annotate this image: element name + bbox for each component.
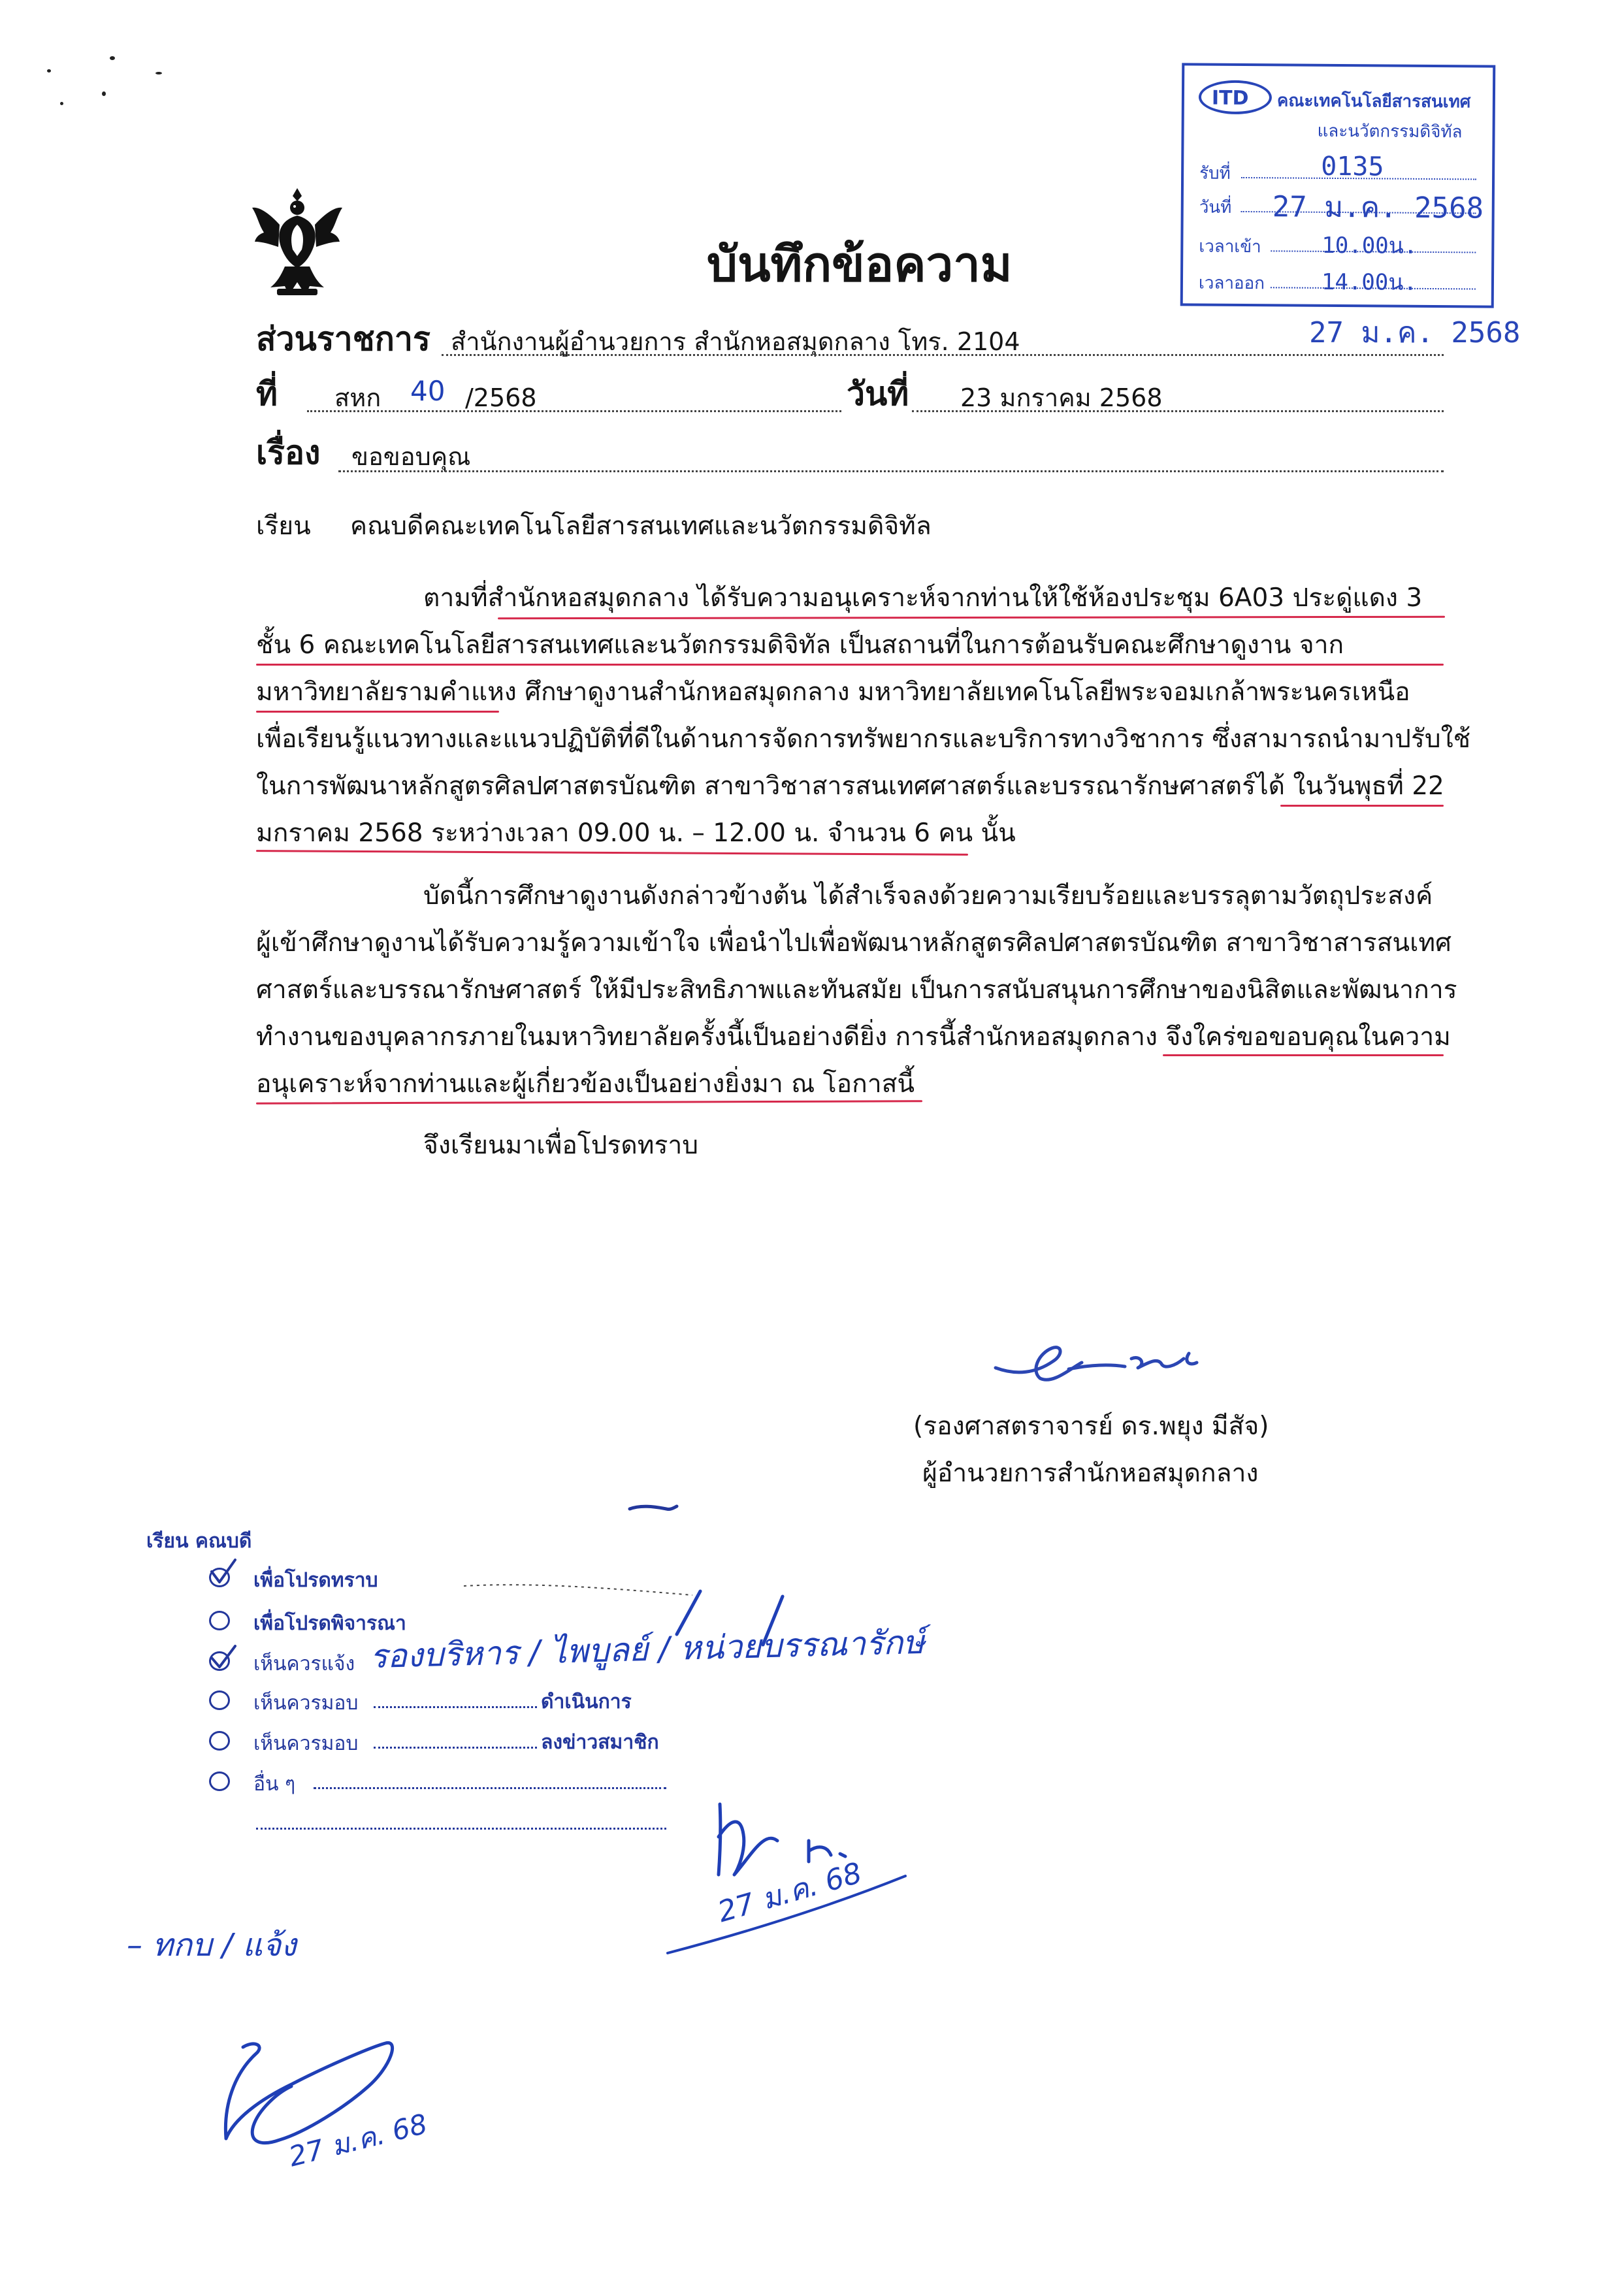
stamp-time-in-label: เวลาเข้า xyxy=(1199,236,1261,257)
garuda-emblem-icon xyxy=(251,184,344,299)
paragraph1-line: ตามที่สำนักหอสมุดกลาง ได้รับความอนุเคราะห์จากท่านให้ใช้ห้องประชุม 6A03 ประดู่แดง 3 xyxy=(423,583,1423,613)
highlight-underline xyxy=(1280,805,1444,807)
stamp-time-in: 10.00น. xyxy=(1322,232,1418,259)
received-stamp xyxy=(1180,63,1496,308)
salutation-value: คณบดีคณะเทคโนโลยีสารสนเทศและนวัตกรรมดิจิทัล xyxy=(350,511,932,541)
date-label: วันที่ xyxy=(847,375,909,413)
closing-line: จึงเรียนมาเพื่อโปรดทราบ xyxy=(423,1131,699,1160)
date-value: 23 มกราคม 2568 xyxy=(960,383,1163,412)
stamp-date-label: วันที่ xyxy=(1199,197,1232,218)
handwritten-strokes xyxy=(457,1569,875,1660)
highlight-underline xyxy=(256,850,968,856)
stamp-received-no: 0135 xyxy=(1321,151,1384,182)
stamp-org-line2: และนวัตกรรมดิจิทัล xyxy=(1317,121,1463,142)
option-radio[interactable] xyxy=(209,1690,230,1710)
number-label: ที่ xyxy=(256,375,278,413)
paragraph1-line: ในการพัฒนาหลักสูตรศิลปศาสตรบัณฑิต สาขาวิชาสารสนเทศศาสตร์และบรรณารักษศาสตร์ได้ ในวันพุธที่ 22 xyxy=(256,771,1444,801)
scan-speck xyxy=(110,56,115,60)
date-stamp: 27 ม.ค. 2568 xyxy=(1309,316,1521,349)
date-underline xyxy=(664,1868,912,1966)
paragraph2-line: อนุเคราะห์จากท่านและผู้เกี่ยวข้องเป็นอย่างยิ่งมา ณ โอกาสนี้ xyxy=(256,1069,915,1099)
handwritten-date-2: 27 ม.ค. 68 xyxy=(285,2107,430,2173)
director-signature xyxy=(990,1330,1212,1395)
signatory-name: (รองศาสตราจารย์ ดร.พยุง มีสัจ) xyxy=(913,1412,1269,1441)
subject-label: เรื่อง xyxy=(256,434,321,472)
paragraph1-line: ชั้น 6 คณะเทคโนโลยีสารสนเทศและนวัตกรรมดิจิทัล เป็นสถานที่ในการต้อนรับคณะศึกษาดูงาน จาก xyxy=(256,630,1344,660)
option-radio[interactable] xyxy=(209,1771,230,1791)
option-label: เพื่อโปรดพิจารณา xyxy=(253,1612,406,1635)
paragraph1-line: มหาวิทยาลัยรามคำแหง ศึกษาดูงานสำนักหอสมุดกลาง มหาวิทยาลัยเทคโนโลยีพระจอมเกล้าพระนครเหนือ xyxy=(256,677,1410,707)
scan-speck xyxy=(60,102,63,105)
stamp-date: 27 ม.ค. 2568 xyxy=(1272,190,1484,225)
highlight-underline xyxy=(256,664,1444,666)
scan-speck xyxy=(155,72,162,74)
highlight-underline xyxy=(256,711,499,713)
scan-speck xyxy=(102,91,106,96)
paragraph2-line: ทำงานของบุคลากรภายในมหาวิทยาลัยครั้งนี้เป็นอย่างดียิ่ง การนี้สำนักหอสมุดกลาง จึงใคร่ขอขอบคุณในความ xyxy=(256,1022,1451,1052)
agency-label: ส่วนราชการ xyxy=(256,320,430,358)
option-suffix: ดำเนินการ xyxy=(541,1690,632,1713)
subject-value: ขอขอบคุณ xyxy=(351,442,471,471)
paragraph2-line: ศาสตร์และบรรณารักษศาสตร์ ให้มีประสิทธิภาพและทันสมัย เป็นการสนับสนุนการศึกษาของนิสิตและพัฒนาการ xyxy=(256,975,1457,1005)
highlight-underline xyxy=(256,1100,922,1105)
routing-header: เรียน คณบดี xyxy=(146,1530,252,1553)
handwritten-date-1: 27 ม.ค. 68 xyxy=(714,1856,866,1930)
option-radio[interactable] xyxy=(209,1611,230,1630)
signatory-position: ผู้อำนวยการสำนักหอสมุดกลาง xyxy=(922,1459,1259,1488)
number-prefix: สหก xyxy=(334,383,381,412)
scan-speck xyxy=(47,69,51,73)
stamp-time-out-label: เวลาออก xyxy=(1198,273,1265,294)
stamp-received-no-label: รับที่ xyxy=(1199,163,1231,184)
document-title: บันทึกข้อความ xyxy=(707,236,1013,293)
paragraph1-line: มกราคม 2568 ระหว่างเวลา 09.00 น. – 12.00 น. จำนวน 6 คน นั้น xyxy=(256,818,1016,848)
paragraph1-line: เพื่อเรียนรู้แนวทางและแนวปฏิบัติที่ดีในด้านการจัดการทรัพยากรและบริการทางวิชาการ ซึ่งสามารถนำมาปรับใช้ xyxy=(256,724,1471,754)
salutation-label: เรียน xyxy=(256,511,311,541)
option-label: เห็นควรมอบ xyxy=(253,1732,359,1755)
routing-header-mark xyxy=(627,1500,679,1515)
handwritten-left-note: – ทกบ / แจ้ง xyxy=(127,1927,297,1964)
handwritten-form-note: รองบริหาร / ไพบูลย์ / หน่วยบรรณารักษ์ xyxy=(369,1623,925,1676)
stamp-time-out: 14.00น. xyxy=(1321,268,1418,296)
checkmark-icon xyxy=(206,1556,239,1589)
option-label: อื่น ๆ xyxy=(253,1773,296,1796)
option-label: เพื่อโปรดทราบ xyxy=(253,1569,378,1592)
checkmark-icon xyxy=(206,1641,239,1673)
stamp-logo-text: ITD xyxy=(1211,86,1249,110)
paragraph2-line: ผู้เข้าศึกษาดูงานได้รับความรู้ความเข้าใจ เพื่อนำไปเพื่อพัฒนาหลักสูตรศิลปศาสตรบัณฑิต สาขาวิชาสารสนเทศ xyxy=(256,928,1452,958)
highlight-underline xyxy=(498,616,1445,620)
number-handwritten: 40 xyxy=(410,375,446,407)
highlight-underline xyxy=(1163,1054,1444,1056)
option-radio[interactable] xyxy=(209,1731,230,1751)
option-suffix: ลงข่าวสมาชิก xyxy=(541,1731,659,1754)
paragraph2-line: บัดนี้การศึกษาดูงานดังกล่าวข้างต้น ได้สำเร็จลงด้วยความเรียบร้อยและบรรลุตามวัตถุประสงค์ xyxy=(423,881,1433,911)
number-suffix: /2568 xyxy=(465,383,537,412)
stamp-org-line1: คณะเทคโนโลยีสารสนเทศ xyxy=(1276,91,1471,112)
option-label: เห็นควรมอบ xyxy=(253,1692,359,1715)
agency-value: สำนักงานผู้อำนวยการ สำนักหอสมุดกลาง โทร. 2104 xyxy=(451,327,1020,356)
option-label: เห็นควรแจ้ง xyxy=(253,1653,355,1675)
